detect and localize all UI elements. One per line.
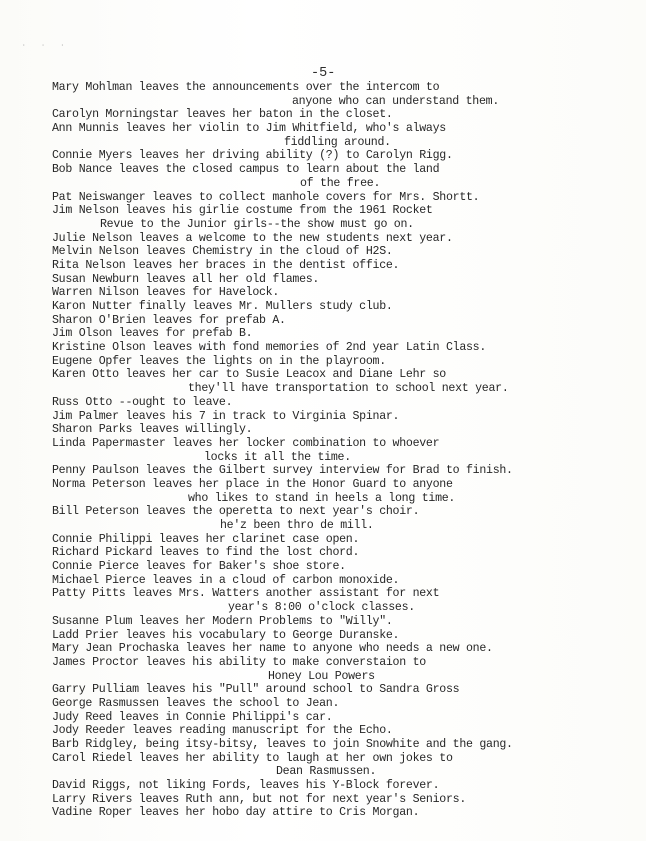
text-line: year's 8:00 o'clock classes.: [228, 601, 415, 615]
text-line: Richard Pickard leaves to find the lost chord.: [52, 546, 360, 560]
text-line: Judy Reed leaves in Connie Philippi's car.: [52, 710, 333, 724]
text-line: Bob Nance leaves the closed campus to learn about the land: [52, 163, 440, 177]
text-line: Ann Munnis leaves her violin to Jim Whitfield, who's always: [52, 122, 446, 136]
text-line: Eugene Opfer leaves the lights on in the playroom.: [52, 354, 386, 368]
text-line: Susan Newburn leaves all her old flames.: [52, 272, 320, 286]
margin-dots: · · ·: [22, 42, 71, 49]
text-line: Jim Nelson leaves his girlie costume from the 1961 Rocket: [52, 204, 433, 218]
text-line: Sharon O'Brien leaves for prefab A.: [52, 313, 286, 327]
text-line: Carolyn Morningstar leaves her baton in the closet.: [52, 108, 393, 122]
text-line: who likes to stand in heels a long time.: [188, 491, 456, 505]
text-line: James Proctor leaves his ability to make converstaion to: [52, 655, 426, 669]
text-line: Pat Neiswanger leaves to collect manhole covers for Mrs. Shortt.: [52, 190, 480, 204]
text-line: Carol Riedel leaves her ability to laugh at her own jokes to: [52, 751, 453, 765]
text-line: Barb Ridgley, being itsy-bitsy, leaves to join Snowhite and the gang.: [52, 738, 513, 751]
text-line: Bill Peterson leaves the operetta to next year's choir.: [52, 505, 420, 519]
text-line: Larry Rivers leaves Ruth ann, but not for next year's Seniors.: [52, 792, 466, 806]
page-number: -5-: [311, 66, 336, 81]
text-line: Connie Myers leaves her driving ability (?) to Carolyn Rigg.: [52, 149, 453, 163]
text-line: Vadine Roper leaves her hobo day attire to Cris Morgan.: [52, 806, 420, 820]
text-line: Julie Nelson leaves a welcome to the new students next year.: [52, 231, 453, 245]
text-line: locks it all the time.: [204, 450, 351, 464]
text-line: George Rasmussen leaves the school to Jean.: [52, 696, 340, 710]
text-line: fiddling around.: [284, 135, 391, 149]
text-line: Connie Philippi leaves her clarinet case open.: [52, 532, 360, 546]
text-line: Russ Otto --ought to leave.: [52, 395, 233, 409]
text-line: Penny Paulson leaves the Gilbert survey interview for Brad to finish.: [52, 464, 513, 478]
text-line: Michael Pierce leaves in a cloud of carbon monoxide.: [52, 573, 400, 587]
text-line: Rita Nelson leaves her braces in the dentist office.: [52, 258, 400, 272]
text-line: Garry Pulliam leaves his "Pull" around school to Sandra Gross: [52, 683, 460, 697]
document-body: [52, 81, 632, 820]
text-line: Warren Nilson leaves for Havelock.: [52, 286, 280, 300]
text-line: Karen Otto leaves her car to Susie Leacox and Diane Lehr so: [52, 368, 446, 382]
text-line: Jim Palmer leaves his 7 in track to Virginia Spinar.: [52, 409, 400, 423]
text-line: Mary Jean Prochaska leaves her name to anyone who needs a new one.: [52, 642, 493, 656]
text-line: Honey Lou Powers: [268, 669, 375, 683]
text-line: Norma Peterson leaves her place in the Honor Guard to anyone: [52, 477, 453, 491]
text-line: Connie Pierce leaves for Baker's shoe store.: [52, 560, 346, 574]
text-line: Melvin Nelson leaves Chemistry in the cloud of H2S.: [52, 245, 393, 259]
text-line: he'z been thro de mill.: [220, 519, 374, 532]
text-line: Patty Pitts leaves Mrs. Watters another assistant for next: [52, 587, 440, 601]
text-line: they'll have transportation to school next year.: [188, 382, 509, 396]
text-line: Linda Papermaster leaves her locker combination to whoever: [52, 436, 440, 450]
text-line: David Riggs, not liking Fords, leaves his Y-Block forever.: [52, 779, 440, 793]
text-line: Sharon Parks leaves willingly.: [52, 423, 253, 437]
text-line: Jody Reeder leaves reading manuscript for the Echo.: [52, 724, 393, 738]
text-line: Dean Rasmussen.: [276, 765, 377, 779]
text-line: Mary Mohlman leaves the announcements over the intercom to: [52, 81, 440, 94]
text-line: of the free.: [300, 176, 381, 190]
text-line: Karon Nutter finally leaves Mr. Mullers study club.: [52, 300, 393, 313]
text-line: Jim Olson leaves for prefab B.: [52, 327, 253, 341]
text-line: Susanne Plum leaves her Modern Problems to "Willy".: [52, 614, 393, 628]
text-line: Kristine Olson leaves with fond memories of 2nd year Latin Class.: [52, 341, 487, 355]
text-line: anyone who can understand them.: [292, 94, 499, 108]
text-line: Revue to the Junior girls--the show must go on.: [100, 217, 414, 231]
text-line: Ladd Prier leaves his vocabulary to George Duranske.: [52, 628, 400, 642]
